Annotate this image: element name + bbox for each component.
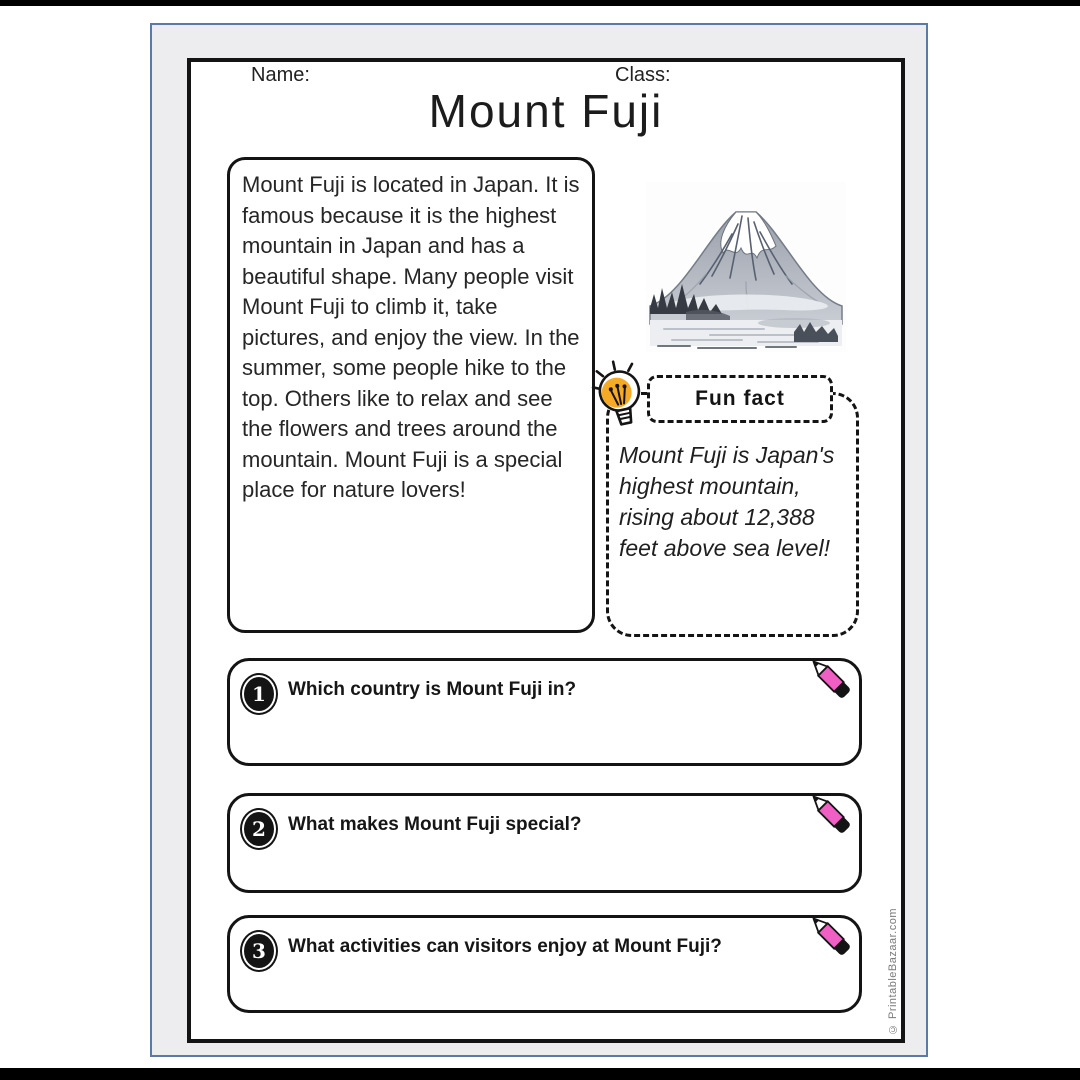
mount-fuji-illustration: [646, 182, 846, 352]
question-number-badge: [240, 808, 278, 850]
letterbox-top-bar: [0, 0, 1080, 6]
pencil-icon: [803, 908, 857, 962]
answer-space-3: [244, 970, 845, 1000]
letterbox-bottom-bar: [0, 1068, 1080, 1080]
question-text: What makes Mount Fuji special?: [288, 814, 582, 835]
question-number: 2: [244, 812, 274, 846]
question-text: Which country is Mount Fuji in?: [288, 679, 577, 700]
name-field-label: Name:: [251, 64, 310, 86]
question-number-badge: [240, 673, 278, 715]
pencil-icon: [803, 651, 857, 705]
fun-fact-title: Fun fact: [647, 375, 833, 423]
publisher-credit: © PrintableBazaar.com: [887, 907, 899, 1035]
lightbulb-icon: [587, 358, 653, 430]
class-field-label: Class:: [615, 64, 671, 86]
question-text: What activities can visitors enjoy at Mount Fuji?: [288, 936, 722, 957]
question-number: 3: [244, 934, 274, 968]
question-box-2: [227, 793, 862, 893]
pencil-icon: [803, 786, 857, 840]
worksheet-frame: [187, 58, 905, 1043]
question-box-1: [227, 658, 862, 766]
worksheet-page: [150, 23, 928, 1057]
reading-passage-box: [227, 157, 595, 633]
page-title: Mount Fuji: [428, 85, 664, 137]
reading-passage-text: Mount Fuji is located in Japan. It is famous because it is the highest mountain in Japan and has a beautiful shape. Many people visit Mount Fuji to climb it, take pictures, and enjoy the view. In the summer, some people hike to the top. Others like to relax and see the flowers and trees around the mountain. Mount Fuji is a special place for nature lovers!: [242, 172, 580, 502]
answer-space-2: [244, 848, 845, 880]
question-number-badge: [240, 930, 278, 972]
fun-fact-text: Mount Fuji is Japan's highest mountain, rising about 12,388 feet above sea level!: [619, 442, 835, 561]
question-number: 1: [244, 677, 274, 711]
answer-space-1: [244, 713, 845, 753]
question-box-3: [227, 915, 862, 1013]
